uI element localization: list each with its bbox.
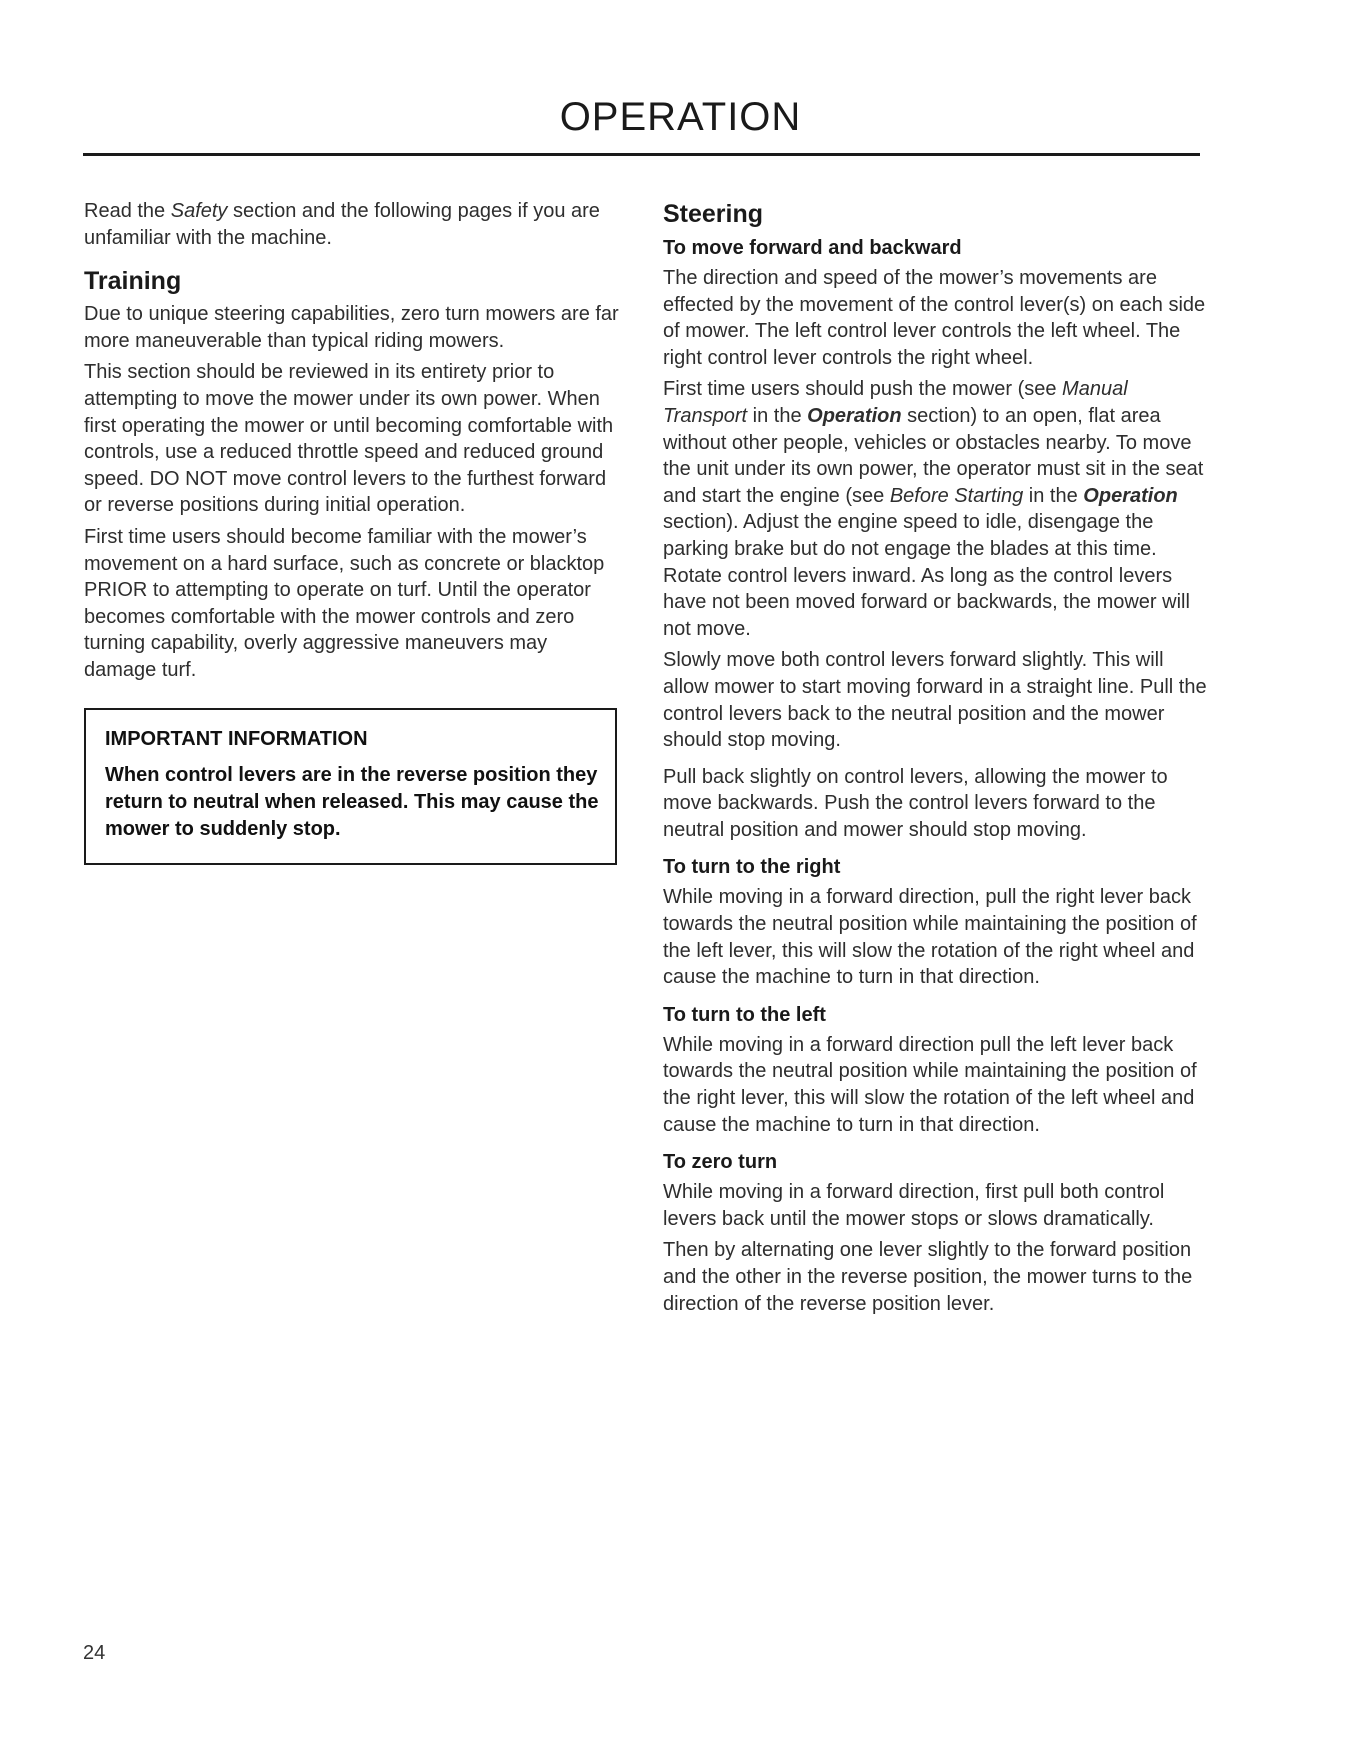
operation-section-reference: Operation	[807, 404, 902, 427]
before-starting-reference: Before Starting	[889, 484, 1024, 507]
left-column	[84, 198, 624, 865]
turn-right-paragraph: While moving in a forward direction, pull the right lever back towards the neutral position while maintaining the position of the left lever, this will slow the rotation of the right wheel and cause the machine to turn in that direction.	[663, 886, 1197, 989]
intro-paragraph	[84, 198, 624, 251]
important-information-body: When control levers are in the reverse position they return to neutral when released. This may cause the mower to suddenly stop.	[105, 763, 599, 840]
zero-turn-paragraph-1: While moving in a forward direction, first pull both control levers back until the mower stops or slows dramatically.	[663, 1181, 1165, 1230]
text-run: in the	[1023, 484, 1084, 507]
manual-transport-reference: Manual Transport	[663, 378, 1128, 427]
safety-section-reference: Safety	[170, 200, 228, 222]
zero-turn-paragraph-2: Then by alternating one lever slightly to the forward position and the other in the reverse position, the mower turns to the direction of the reverse position lever.	[663, 1239, 1193, 1315]
training-heading: Training	[84, 267, 182, 296]
training-paragraph-1: Due to unique steering capabilities, zero turn mowers are far more maneuverable than typical riding mowers.	[84, 303, 619, 352]
important-information-box	[84, 708, 617, 865]
forward-backward-paragraph-4: Pull back slightly on control levers, allowing the mower to move backwards. Push the control levers forward to the neutral position and mower should stop moving.	[663, 765, 1168, 841]
text-run: in the	[747, 404, 808, 427]
intro-text-start: Read the	[84, 200, 171, 222]
training-paragraph-3: First time users should become familiar with the mower’s movement on a hard surface, such as concrete or blacktop PRIOR to attempting to operate on turf. Until the operator becomes comfortable with the mower controls and zero turning capability, overly aggressive maneuvers may damage turf.	[84, 525, 605, 681]
page-number: 24	[83, 1642, 106, 1664]
forward-backward-heading: To move forward and backward	[663, 237, 962, 259]
steering-heading: Steering	[663, 200, 764, 228]
operation-section-reference: Operation	[1083, 484, 1178, 507]
turn-left-heading: To turn to the left	[663, 1003, 826, 1026]
title-rule	[83, 153, 1200, 156]
important-information-heading: IMPORTANT INFORMATION	[105, 727, 368, 750]
forward-backward-paragraph-2	[663, 376, 1208, 642]
right-column	[663, 198, 1208, 1322]
page-title: OPERATION	[559, 95, 802, 139]
text-run: section) to an open, flat area without other people, vehicles or obstacles nearby. To move the unit under its own power, the operator must sit in the seat and start the engine (see	[663, 404, 1204, 507]
zero-turn-heading: To zero turn	[663, 1151, 778, 1174]
text-run: section). Adjust the engine speed to idle, disengage the parking brake but do not engage the blades at this time. Rotate control levers inward. As long as the control levers have not been moved forward or backwards, the mower will not move.	[663, 511, 1190, 640]
turn-left-paragraph: While moving in a forward direction pull the left lever back towards the neutral position while maintaining the position of the right lever, this will slow the rotation of the left wheel and cause the machine to turn in that direction.	[663, 1033, 1197, 1136]
training-paragraph-2: This section should be reviewed in its entirety prior to attempting to move the mower under its own power. When first operating the mower or until becoming comfortable with controls, use a reduced throttle speed and reduced ground speed. DO NOT move control levers to the furthest forward or reverse positions during initial operation.	[84, 361, 614, 517]
forward-backward-paragraph-1: The direction and speed of the mower’s movements are effected by the movement of the control lever(s) on each side of mower. The left control lever controls the left wheel. The right control lever controls the right wheel.	[663, 267, 1206, 369]
intro-text-end: section and the following pages if you are unfamiliar with the machine.	[84, 200, 600, 249]
turn-right-heading: To turn to the right	[663, 856, 841, 879]
forward-backward-paragraph-3: Slowly move both control levers forward slightly. This will allow mower to start moving forward in a straight line. Pull the control levers back to the neutral position and the mower should stop moving.	[663, 649, 1207, 752]
text-run: First time users should push the mower (see	[663, 378, 1063, 401]
